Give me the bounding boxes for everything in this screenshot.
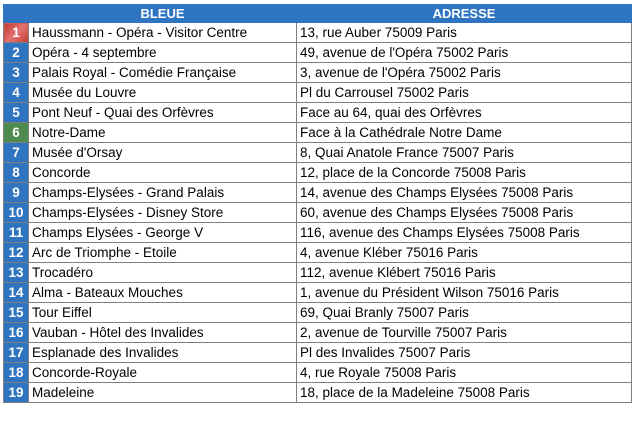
stop-address: 3, avenue de l'Opéra 75002 Paris bbox=[297, 63, 632, 83]
stop-address: 13, rue Auber 75009 Paris bbox=[297, 23, 632, 43]
stop-address: 49, avenue de l'Opéra 75002 Paris bbox=[297, 43, 632, 63]
stop-number: 10 bbox=[4, 203, 29, 223]
stop-name: Concorde bbox=[29, 163, 297, 183]
table-row bbox=[4, 103, 632, 123]
stop-number: 19 bbox=[4, 383, 29, 403]
table-row bbox=[4, 43, 632, 63]
stop-number: 4 bbox=[4, 83, 29, 103]
stop-address: Pl des Invalides 75007 Paris bbox=[297, 343, 632, 363]
stop-name: Vauban - Hôtel des Invalides bbox=[29, 323, 297, 343]
stop-name: Musée du Louvre bbox=[29, 83, 297, 103]
stop-address: 4, avenue Kléber 75016 Paris bbox=[297, 243, 632, 263]
stop-name: Champs Elysées - George V bbox=[29, 223, 297, 243]
stop-name: Champs-Elysées - Grand Palais bbox=[29, 183, 297, 203]
stop-address: Pl du Carrousel 75002 Paris bbox=[297, 83, 632, 103]
stop-number: 16 bbox=[4, 323, 29, 343]
stop-name: Madeleine bbox=[29, 383, 297, 403]
stops-table bbox=[3, 4, 632, 403]
stop-address: Face à la Cathédrale Notre Dame bbox=[297, 123, 632, 143]
stop-name: Tour Eiffel bbox=[29, 303, 297, 323]
stop-address: 69, Quai Branly 75007 Paris bbox=[297, 303, 632, 323]
stop-number: 1 bbox=[4, 23, 29, 43]
stop-address: 112, avenue Klébert 75016 Paris bbox=[297, 263, 632, 283]
stop-name: Concorde-Royale bbox=[29, 363, 297, 383]
stop-name: Opéra - 4 septembre bbox=[29, 43, 297, 63]
stop-number: 15 bbox=[4, 303, 29, 323]
stop-name: Arc de Triomphe - Etoile bbox=[29, 243, 297, 263]
stop-address: Face au 64, quai des Orfèvres bbox=[297, 103, 632, 123]
stop-number: 17 bbox=[4, 343, 29, 363]
stop-number: 5 bbox=[4, 103, 29, 123]
stop-number: 3 bbox=[4, 63, 29, 83]
stop-name: Notre-Dame bbox=[29, 123, 297, 143]
table-row bbox=[4, 63, 632, 83]
table-row bbox=[4, 263, 632, 283]
stop-number: 6 bbox=[4, 123, 29, 143]
header-row bbox=[4, 5, 632, 23]
stop-number: 9 bbox=[4, 183, 29, 203]
table-row bbox=[4, 243, 632, 263]
table-row bbox=[4, 343, 632, 363]
stop-number: 18 bbox=[4, 363, 29, 383]
stop-address: 2, avenue de Tourville 75007 Paris bbox=[297, 323, 632, 343]
stop-name: Esplanade des Invalides bbox=[29, 343, 297, 363]
stop-address: 12, place de la Concorde 75008 Paris bbox=[297, 163, 632, 183]
stop-name: Pont Neuf - Quai des Orfèvres bbox=[29, 103, 297, 123]
stop-name: Palais Royal - Comédie Française bbox=[29, 63, 297, 83]
table-row bbox=[4, 143, 632, 163]
stop-number: 13 bbox=[4, 263, 29, 283]
table-row bbox=[4, 123, 632, 143]
table-row bbox=[4, 83, 632, 103]
table-row bbox=[4, 323, 632, 343]
table-row bbox=[4, 183, 632, 203]
stop-address: 14, avenue des Champs Elysées 75008 Paris bbox=[297, 183, 632, 203]
stop-name: Alma - Bateaux Mouches bbox=[29, 283, 297, 303]
stop-number: 2 bbox=[4, 43, 29, 63]
stop-number: 7 bbox=[4, 143, 29, 163]
name-column-header: BLEUE bbox=[29, 5, 297, 23]
table-row bbox=[4, 363, 632, 383]
stop-name: Haussmann - Opéra - Visitor Centre bbox=[29, 23, 297, 43]
table-row bbox=[4, 283, 632, 303]
number-column-header bbox=[4, 5, 29, 23]
table-row bbox=[4, 223, 632, 243]
table-row bbox=[4, 203, 632, 223]
stop-address: 8, Quai Anatole France 75007 Paris bbox=[297, 143, 632, 163]
stop-address: 4, rue Royale 75008 Paris bbox=[297, 363, 632, 383]
stop-number: 12 bbox=[4, 243, 29, 263]
table-row bbox=[4, 303, 632, 323]
address-column-header: ADRESSE bbox=[297, 5, 632, 23]
stop-name: Trocadéro bbox=[29, 263, 297, 283]
stop-number: 11 bbox=[4, 223, 29, 243]
table-row bbox=[4, 163, 632, 183]
stop-name: Musée d'Orsay bbox=[29, 143, 297, 163]
stop-name: Champs-Elysées - Disney Store bbox=[29, 203, 297, 223]
stop-number: 14 bbox=[4, 283, 29, 303]
table-row bbox=[4, 383, 632, 403]
table-row bbox=[4, 23, 632, 43]
stop-address: 60, avenue des Champs Elysées 75008 Paris bbox=[297, 203, 632, 223]
stop-address: 1, avenue du Président Wilson 75016 Paris bbox=[297, 283, 632, 303]
stop-address: 18, place de la Madeleine 75008 Paris bbox=[297, 383, 632, 403]
stop-address: 116, avenue des Champs Elysées 75008 Paris bbox=[297, 223, 632, 243]
stop-number: 8 bbox=[4, 163, 29, 183]
